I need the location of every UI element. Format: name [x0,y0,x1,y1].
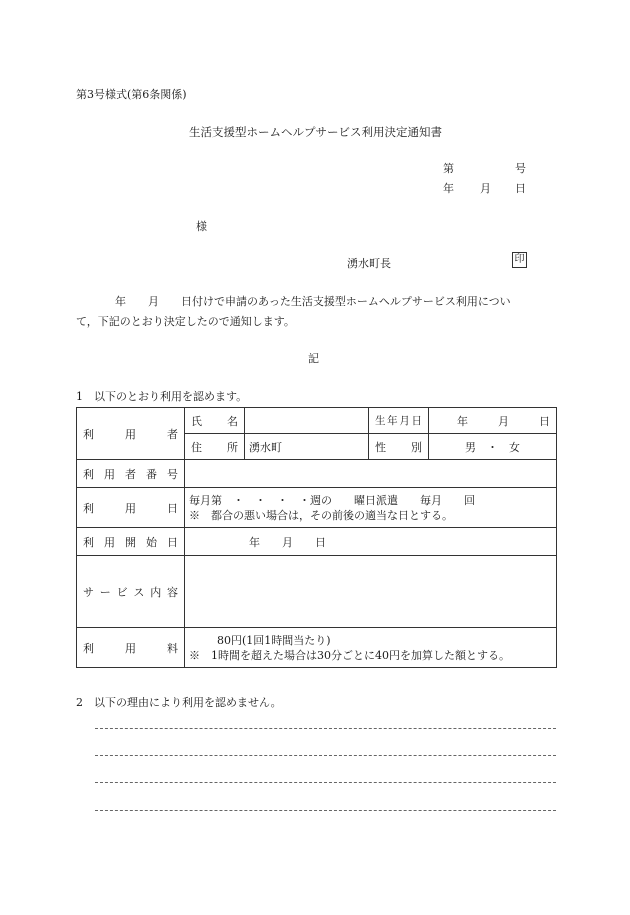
address-label: 住 所 [185,434,245,460]
birth-tsuki: 月 [498,414,509,428]
issuer-name: 湧水町長 [347,257,391,270]
use-day-line-2: ※ 都合の悪い場合は，その前後の適当な日とする。 [189,508,453,522]
doc-number-dai: 第 [443,162,454,175]
section-1-heading: 1 以下のとおり利用を認めます。 [76,390,248,403]
date-hi: 日 [515,182,526,195]
reason-line-4[interactable] [95,810,556,811]
user-number-label: 利用者番号 [77,460,185,488]
use-day-field[interactable] [185,488,557,528]
document-title: 生活支援型ホームヘルプサービス利用決定通知書 [189,125,442,139]
sex-field[interactable]: 男 ・ 女 [429,434,557,460]
start-date-label: 利用開始日 [77,528,185,556]
start-date-field[interactable]: 年 月 日 [185,528,557,556]
sex-label: 性 別 [369,434,429,460]
reason-line-3[interactable] [95,782,556,783]
fee-field[interactable] [185,628,557,668]
seal-icon: 印 [512,252,527,268]
address-field[interactable]: 湧水町 [245,434,369,460]
body-line-2: て，下記のとおり決定したので通知します。 [76,315,295,328]
fee-line-2: ※ 1時間を超えた場合は30分ごとに40円を加算した額とする。 [189,648,510,662]
use-day-label: 利 用 日 [77,488,185,528]
name-label: 氏 名 [185,408,245,434]
seal-mark [512,252,527,268]
body-line-1: 年 月 日付けで申請のあった生活支援型ホームヘルプサービス利用につい [115,295,511,308]
birthdate-label: 生年月日 [369,408,429,434]
birthdate-field[interactable] [429,408,557,434]
decision-table [76,407,557,668]
form-number: 第3号様式(第6条関係) [76,88,187,101]
addressee-suffix: 様 [196,220,207,233]
fee-line-1: 80円(1回1時間当たり) [217,633,331,647]
fee-label: 利 用 料 [77,628,185,668]
ki-heading: 記 [308,352,319,365]
reason-line-1[interactable] [95,728,556,729]
section-2-heading: 2 以下の理由により利用を認めません。 [76,696,282,709]
name-field[interactable] [245,408,369,434]
doc-number-go: 号 [515,162,526,175]
date-tsuki: 月 [480,182,491,195]
service-label: サービス内容 [77,556,185,628]
use-day-line-1: 毎月第 ・ ・ ・ ・週の 曜日派遣 毎月 回 [189,493,475,507]
date-nen: 年 [443,182,454,195]
user-label: 利 用 者 [77,408,185,460]
service-field[interactable] [185,556,557,628]
user-number-field[interactable] [185,460,557,488]
reason-line-2[interactable] [95,755,556,756]
birth-hi: 日 [539,414,550,428]
birth-nen: 年 [457,414,468,428]
